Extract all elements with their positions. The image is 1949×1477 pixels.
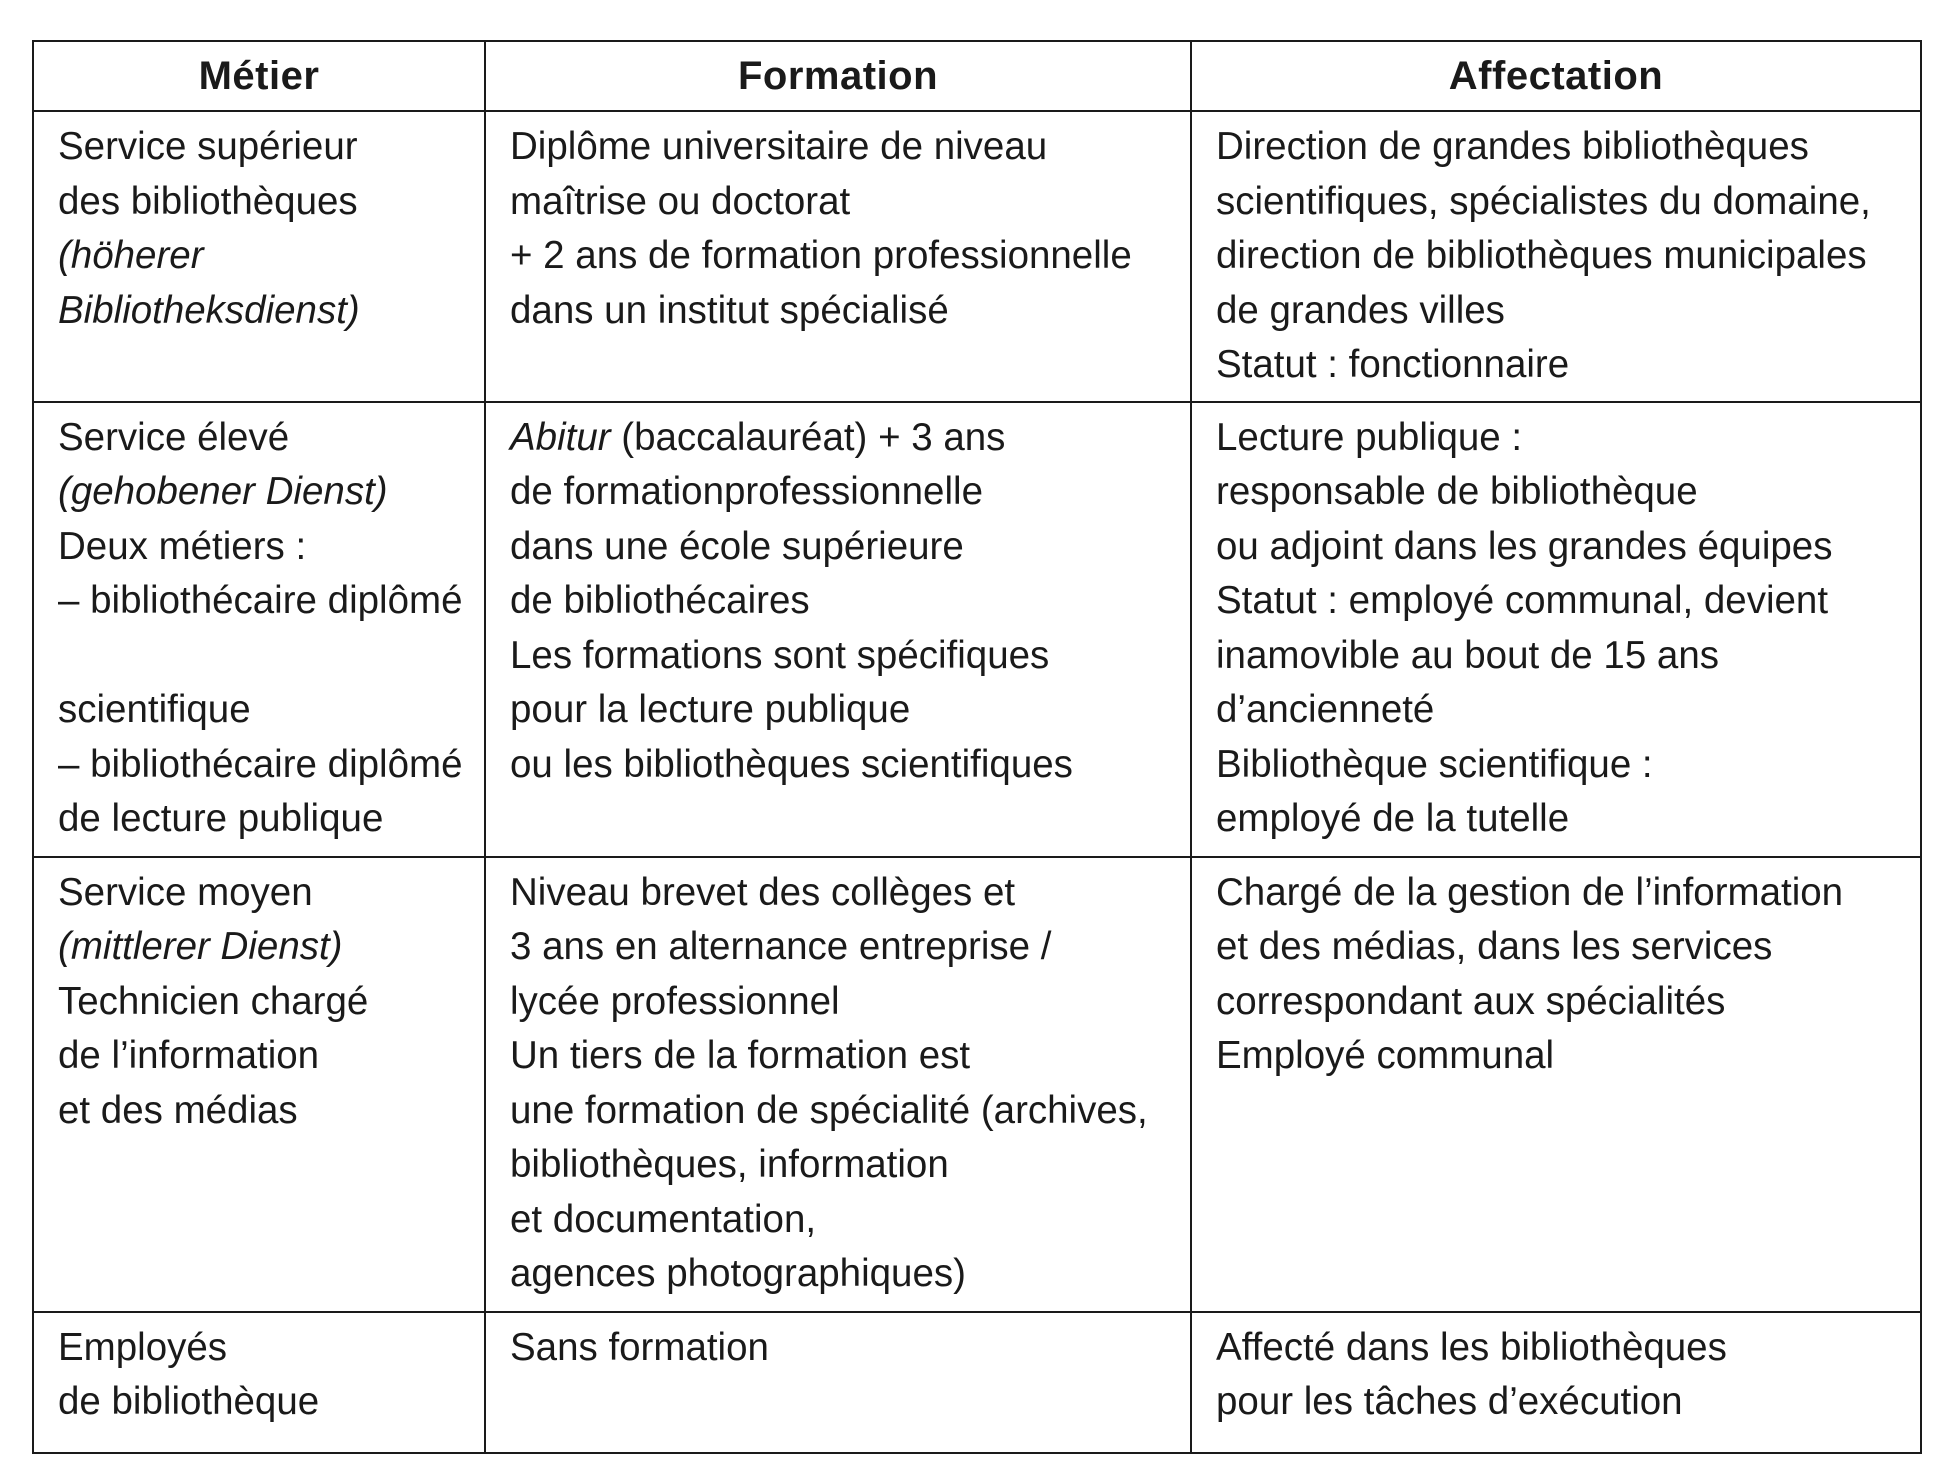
cell-line: – bibliothécaire diplômé bbox=[58, 579, 463, 622]
cell-line: Diplôme universitaire de niveau bbox=[510, 125, 1048, 168]
cell-line: Bibliothèque scientifique : bbox=[1216, 742, 1653, 786]
cell-line: une formation de spécialité (archives, bbox=[510, 1088, 1148, 1132]
cell-line: Un tiers de la formation est bbox=[510, 1034, 971, 1077]
cell-line: Employés bbox=[58, 1325, 228, 1369]
cell-line: Service élevé bbox=[58, 415, 290, 459]
cell-affectation bbox=[1191, 1312, 1921, 1453]
cell-line: Statut : employé communal, devient bbox=[1216, 579, 1829, 622]
cell-line: Lecture publique : bbox=[1216, 415, 1523, 459]
cell-metier bbox=[33, 111, 485, 402]
cell-line: d’ancienneté bbox=[1216, 688, 1435, 731]
cell-line: Employé communal bbox=[1216, 1034, 1555, 1077]
cell-line: responsable de bibliothèque bbox=[1216, 470, 1698, 513]
cell-line: de l’information bbox=[58, 1034, 320, 1077]
cell-line: 3 ans en alternance entreprise / bbox=[510, 925, 1052, 968]
training-table bbox=[32, 40, 1922, 1454]
cell-line: Niveau brevet des collèges et bbox=[510, 870, 1016, 914]
table-row bbox=[33, 857, 1921, 1312]
header-formation: Formation bbox=[485, 41, 1191, 111]
cell-line: lycée professionnel bbox=[510, 979, 840, 1023]
italic-term: Abitur bbox=[510, 415, 611, 459]
cell-line: (höherer bbox=[58, 234, 204, 277]
cell-line: + 2 ans de formation professionnelle bbox=[510, 234, 1132, 277]
cell-line: de lecture publique bbox=[58, 797, 384, 840]
cell-formation bbox=[485, 1312, 1191, 1453]
header-metier: Métier bbox=[33, 41, 485, 111]
cell-affectation bbox=[1191, 111, 1921, 402]
cell-line: pour les tâches d’exécution bbox=[1216, 1380, 1683, 1423]
cell-line: Technicien chargé bbox=[58, 979, 369, 1023]
cell-formation bbox=[485, 857, 1191, 1312]
cell-line: et des médias, dans les services bbox=[1216, 925, 1773, 968]
cell-formation bbox=[485, 111, 1191, 402]
cell-line: Service supérieur bbox=[58, 125, 358, 168]
cell-line: agences photographiques) bbox=[510, 1252, 966, 1295]
cell-line: Affecté dans les bibliothèques bbox=[1216, 1325, 1727, 1369]
cell-line: de formationprofessionnelle bbox=[510, 470, 983, 513]
header-affectation: Affectation bbox=[1191, 41, 1921, 111]
cell-text: (baccalauréat) + 3 ans bbox=[610, 415, 1006, 459]
cell-line: de grandes villes bbox=[1216, 288, 1505, 332]
cell-line: et documentation, bbox=[510, 1197, 817, 1241]
cell-line: de bibliothèque bbox=[58, 1380, 320, 1423]
cell-line: – bibliothécaire diplômé bbox=[58, 742, 463, 786]
cell-metier bbox=[33, 402, 485, 857]
cell-line: Direction de grandes bibliothèques bbox=[1216, 125, 1809, 168]
cell-metier bbox=[33, 1312, 485, 1453]
cell-line bbox=[510, 411, 1180, 466]
cell-line: Service moyen bbox=[58, 870, 313, 914]
cell-line: Bibliotheksdienst) bbox=[58, 288, 360, 332]
cell-line: scientifiques, spécialistes du domaine, bbox=[1216, 179, 1871, 223]
cell-line: maîtrise ou doctorat bbox=[510, 179, 851, 223]
header-row bbox=[33, 41, 1921, 111]
cell-line: Sans formation bbox=[510, 1325, 769, 1369]
table-row bbox=[33, 402, 1921, 857]
cell-line: ou adjoint dans les grandes équipes bbox=[1216, 524, 1833, 568]
cell-line: correspondant aux spécialités bbox=[1216, 979, 1726, 1023]
cell-line: dans une école supérieure bbox=[510, 524, 964, 568]
cell-line: Chargé de la gestion de l’information bbox=[1216, 870, 1844, 914]
cell-affectation bbox=[1191, 857, 1921, 1312]
cell-line: (mittlerer Dienst) bbox=[58, 925, 343, 968]
table-row bbox=[33, 1312, 1921, 1453]
cell-line: inamovible au bout de 15 ans bbox=[1216, 633, 1720, 677]
cell-line: des bibliothèques bbox=[58, 179, 358, 223]
cell-metier bbox=[33, 857, 485, 1312]
cell-line: bibliothèques, information bbox=[510, 1143, 949, 1186]
cell-line: direction de bibliothèques municipales bbox=[1216, 234, 1867, 277]
cell-formation bbox=[485, 402, 1191, 857]
cell-line: de bibliothécaires bbox=[510, 579, 810, 622]
cell-line: et des médias bbox=[58, 1088, 298, 1132]
cell-line: Deux métiers : bbox=[58, 524, 307, 568]
cell-line: scientifique bbox=[58, 688, 251, 731]
cell-line: Statut : fonctionnaire bbox=[1216, 343, 1570, 386]
cell-line: employé de la tutelle bbox=[1216, 797, 1570, 840]
cell-line: Les formations sont spécifiques bbox=[510, 633, 1050, 677]
cell-line bbox=[58, 629, 474, 684]
cell-line: ou les bibliothèques scientifiques bbox=[510, 742, 1073, 786]
cell-line: pour la lecture publique bbox=[510, 688, 911, 731]
table-row bbox=[33, 111, 1921, 402]
cell-line: (gehobener Dienst) bbox=[58, 470, 388, 513]
cell-line: dans un institut spécialisé bbox=[510, 288, 949, 332]
cell-affectation bbox=[1191, 402, 1921, 857]
